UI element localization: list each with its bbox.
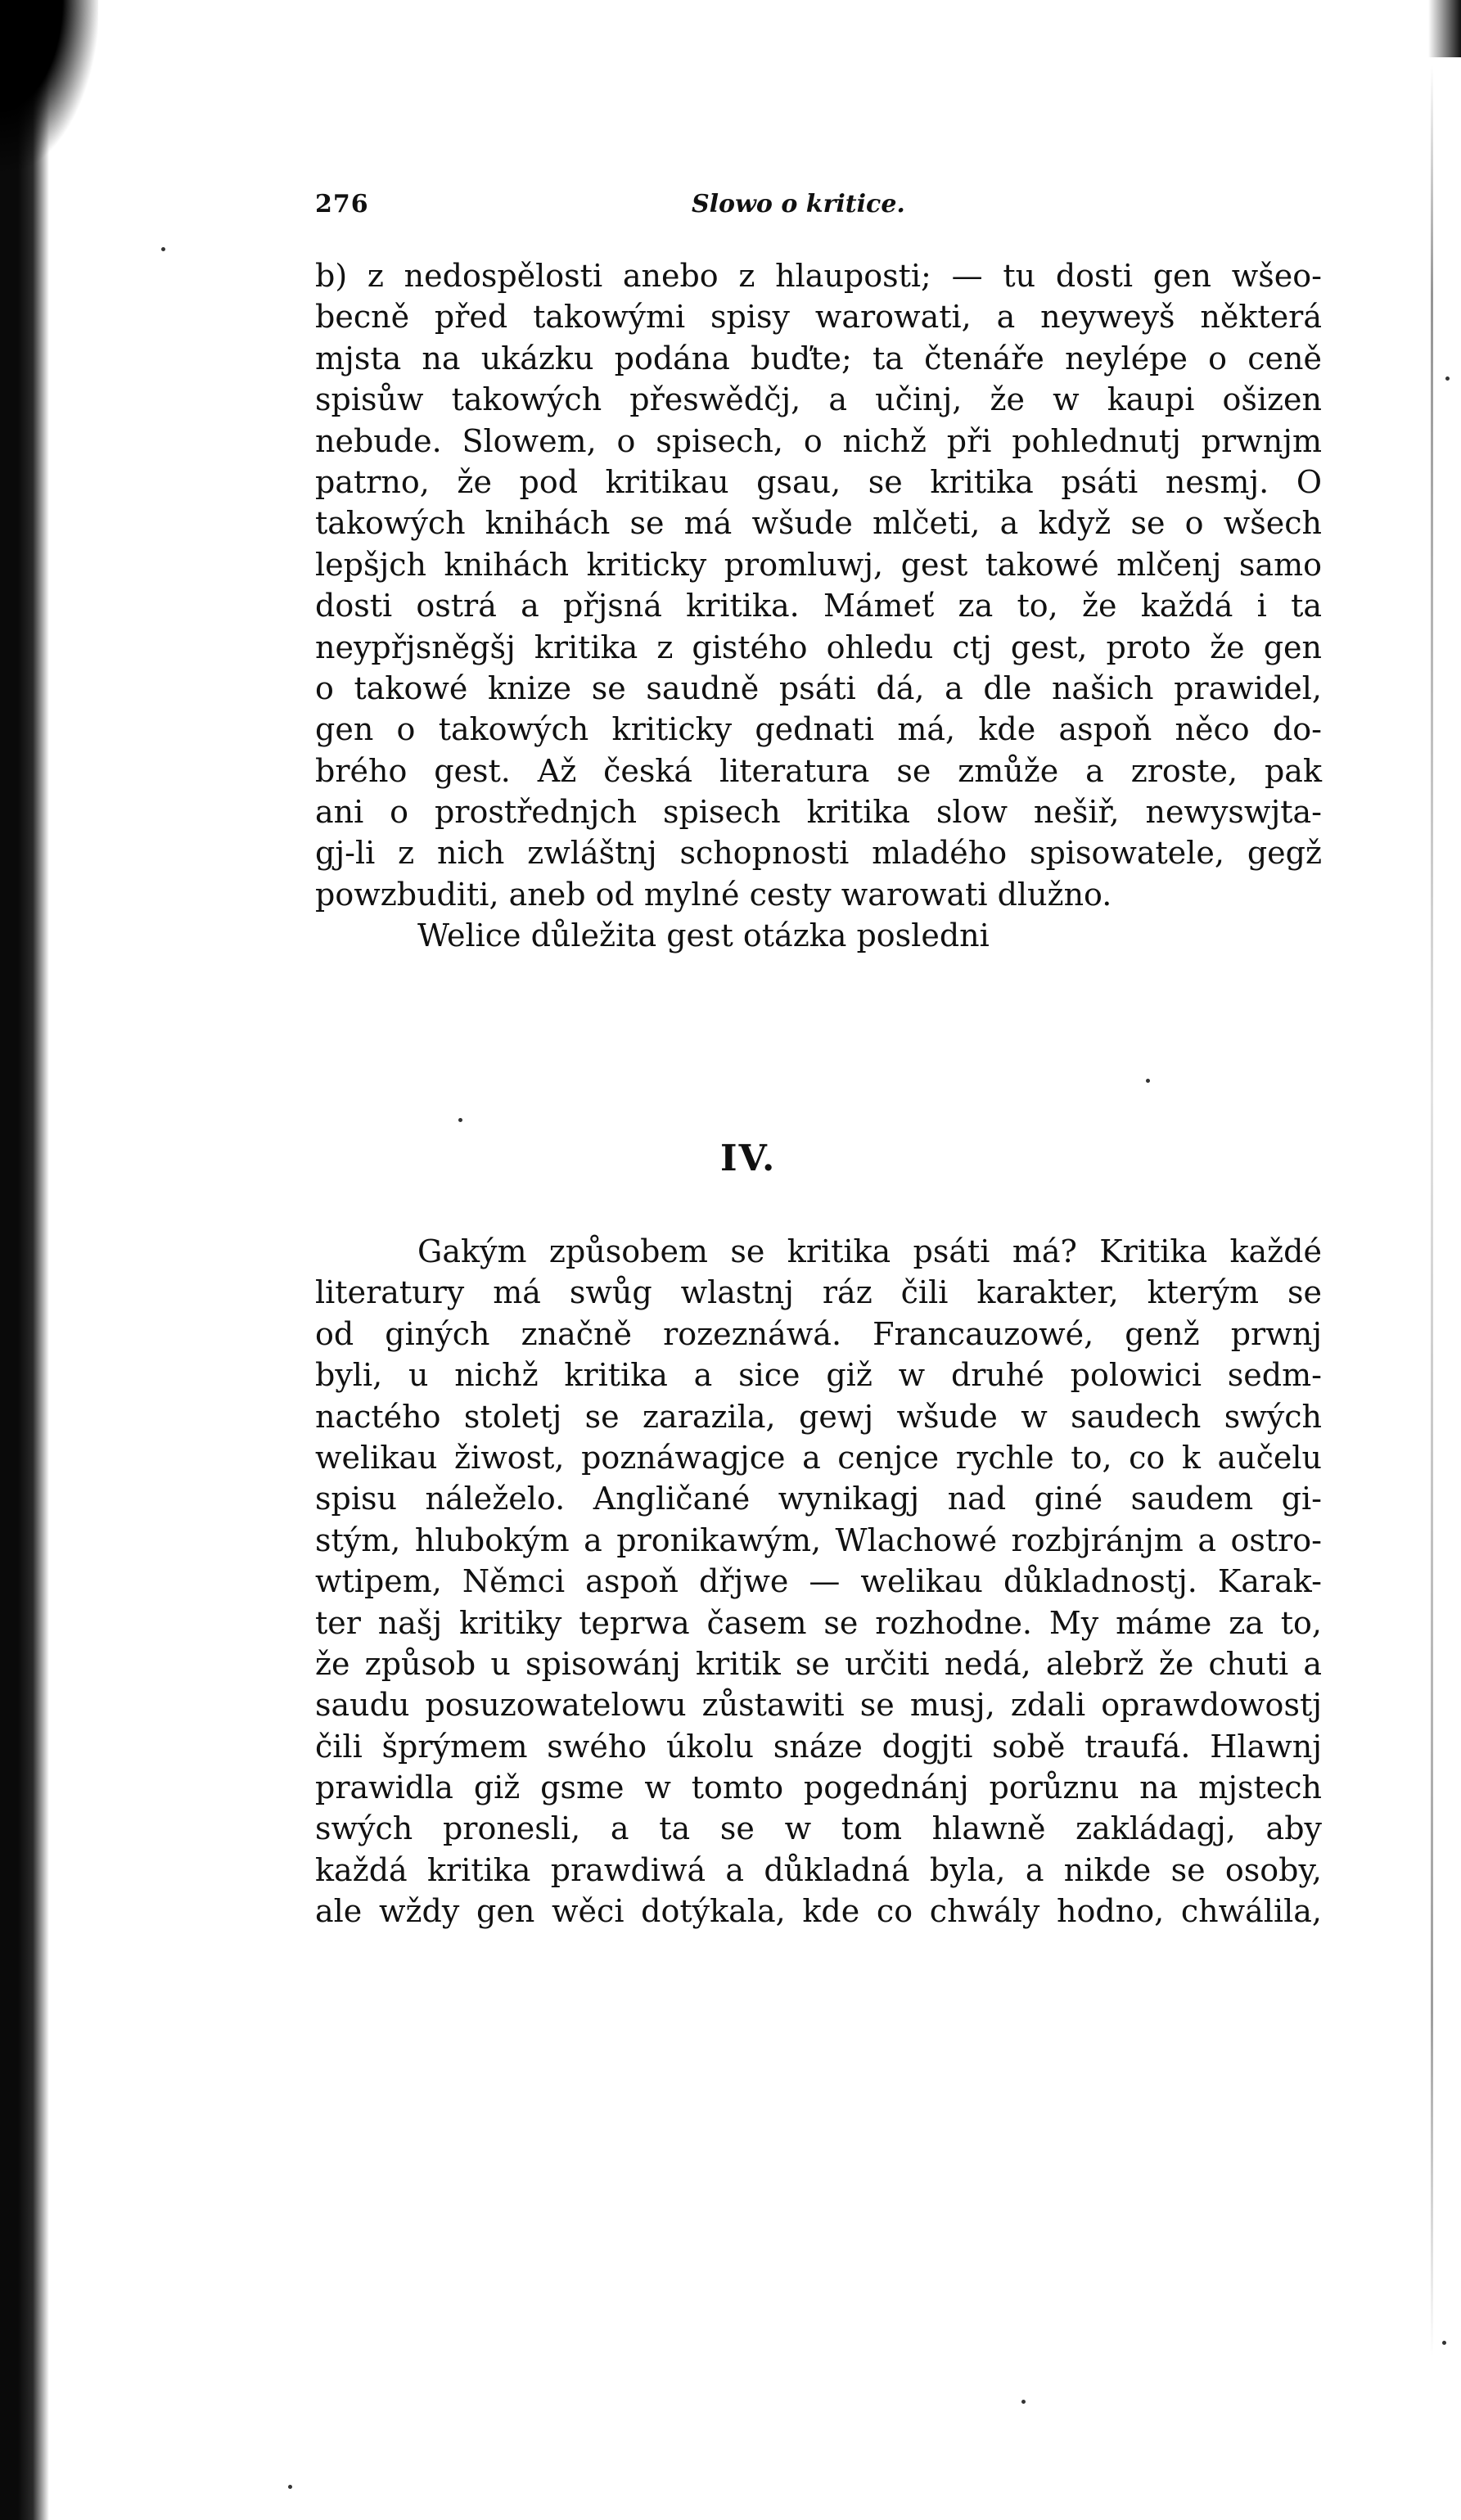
- text-line: powzbuditi, aneb od mylné cesty warowati dlužno.: [315, 876, 1112, 913]
- text-line: swých pronesli, a ta se w tom hlawně zakládagj, aby: [315, 1810, 1322, 1847]
- text-line: b) z nedospělosti anebo z hlauposti; — tu dosti gen wšeo-: [315, 258, 1322, 294]
- paragraph-2: Welice důležita gest otázka posledni: [417, 917, 990, 954]
- scan-speck: [1442, 2341, 1446, 2345]
- paragraph-block-3: [315, 1231, 1322, 1932]
- scan-speck: [1445, 376, 1450, 381]
- text-line: patrno, že pod kritikau gsau, se kritika psáti nesmj. O: [315, 463, 1322, 500]
- scan-shadow-top-left: [0, 0, 98, 172]
- scan-shadow-left: [0, 0, 49, 2520]
- text-line: brého gest. Až česká literatura se zmůže a zroste, pak: [315, 752, 1322, 789]
- text-line: ter našj kritiky teprwa časem se rozhodne. My máme za to,: [315, 1604, 1322, 1641]
- text-line: lepšjch knihách kriticky promluwj, gest takowé mlčenj samo: [315, 546, 1322, 583]
- scan-speck: [161, 247, 165, 251]
- text-line: saudu posuzowatelowu zůstawiti se musj, zdali oprawdowostj: [315, 1687, 1322, 1724]
- text-line: gen o takowých kriticky gednati má, kde aspoň něco do-: [315, 711, 1322, 748]
- scan-speck: [458, 1118, 462, 1122]
- text-line: welikau žiwost, poznáwagjce a cenjce rychle to, co k aučelu: [315, 1439, 1322, 1476]
- text-line: neypřjsněgšj kritika z gistého ohledu ctj gest, proto že gen: [315, 629, 1322, 665]
- scan-speck: [1146, 1079, 1150, 1083]
- text-line: wtipem, Němci aspoň dřjwe — welikau důkladnostj. Karak-: [315, 1563, 1322, 1600]
- text-line: literatury má swůg wlastnj ráz čili karakter, kterým se: [315, 1274, 1322, 1311]
- paragraph-block-1: [315, 255, 1322, 957]
- text-line: od giných značně rozeznáwá. Francauzowé, genž prwnj: [315, 1315, 1322, 1352]
- scan-speck: [1021, 2400, 1026, 2404]
- text-line: o takowé knize se saudně psáti dá, a dle našich prawidel,: [315, 669, 1322, 706]
- text-line: takowých knihách se má wšude mlčeti, a když se o wšech: [315, 505, 1322, 542]
- text-line: stým, hlubokým a pronikawým, Wlachowé rozbjránjm a ostro-: [315, 1521, 1322, 1558]
- text-line: nebude. Slowem, o spisech, o nichž při pohlednutj prwnjm: [315, 422, 1322, 459]
- text-line: spisůw takowých přeswědčj, a učinj, že w kaupi ošizen: [315, 381, 1322, 418]
- text-line: Gakým způsobem se kritika psáti má? Kritika každé: [417, 1233, 1322, 1269]
- text-line: gj-li z nich zwláštnj schopnosti mladého spisowatele, gegž: [315, 835, 1322, 872]
- running-title: Slowo o kritice.: [692, 190, 905, 219]
- text-line: ani o prostřednjch spisech kritika slow nešiř, newyswjta-: [315, 794, 1322, 831]
- page-number: 276: [315, 190, 369, 219]
- text-line: spisu náleželo. Angličané wynikagj nad giné saudem gi-: [315, 1481, 1322, 1517]
- text-line: prawidla giž gsme w tomto pogednánj porůznu na mjstech: [315, 1769, 1322, 1806]
- page-header: [315, 190, 927, 231]
- text-line: byli, u nichž kritika a sice giž w druhé polowici sedm-: [315, 1357, 1322, 1394]
- text-line: mjsta na ukázku podána buďte; ta čtenáře neylépe o ceně: [315, 340, 1322, 376]
- section-heading: IV.: [720, 1138, 777, 1179]
- text-line: becně před takowými spisy warowati, a neyweyš některá: [315, 299, 1322, 336]
- text-line: ale wždy gen wěci dotýkala, kde co chwály hodno, chwálila,: [315, 1893, 1322, 1930]
- text-line: každá kritika prawdiwá a důkladná byla, a nikde se osoby,: [315, 1851, 1322, 1888]
- text-line: čili šprýmem swého úkolu snáze dogjti sobě traufá. Hlawnj: [315, 1728, 1322, 1765]
- text-line: že způsob u spisowánj kritik se určiti nedá, alebrž že chuti a: [315, 1645, 1322, 1682]
- scan-speck: [288, 2485, 292, 2489]
- scan-shadow-top-right: [1428, 0, 1461, 57]
- text-line: dosti ostrá a přjsná kritika. Mámeť za to, že každá i ta: [315, 588, 1322, 624]
- scan-edge-right: [1431, 65, 1433, 2357]
- text-line: nactého stoletj se zarazila, gewj wšude w saudech swých: [315, 1398, 1322, 1435]
